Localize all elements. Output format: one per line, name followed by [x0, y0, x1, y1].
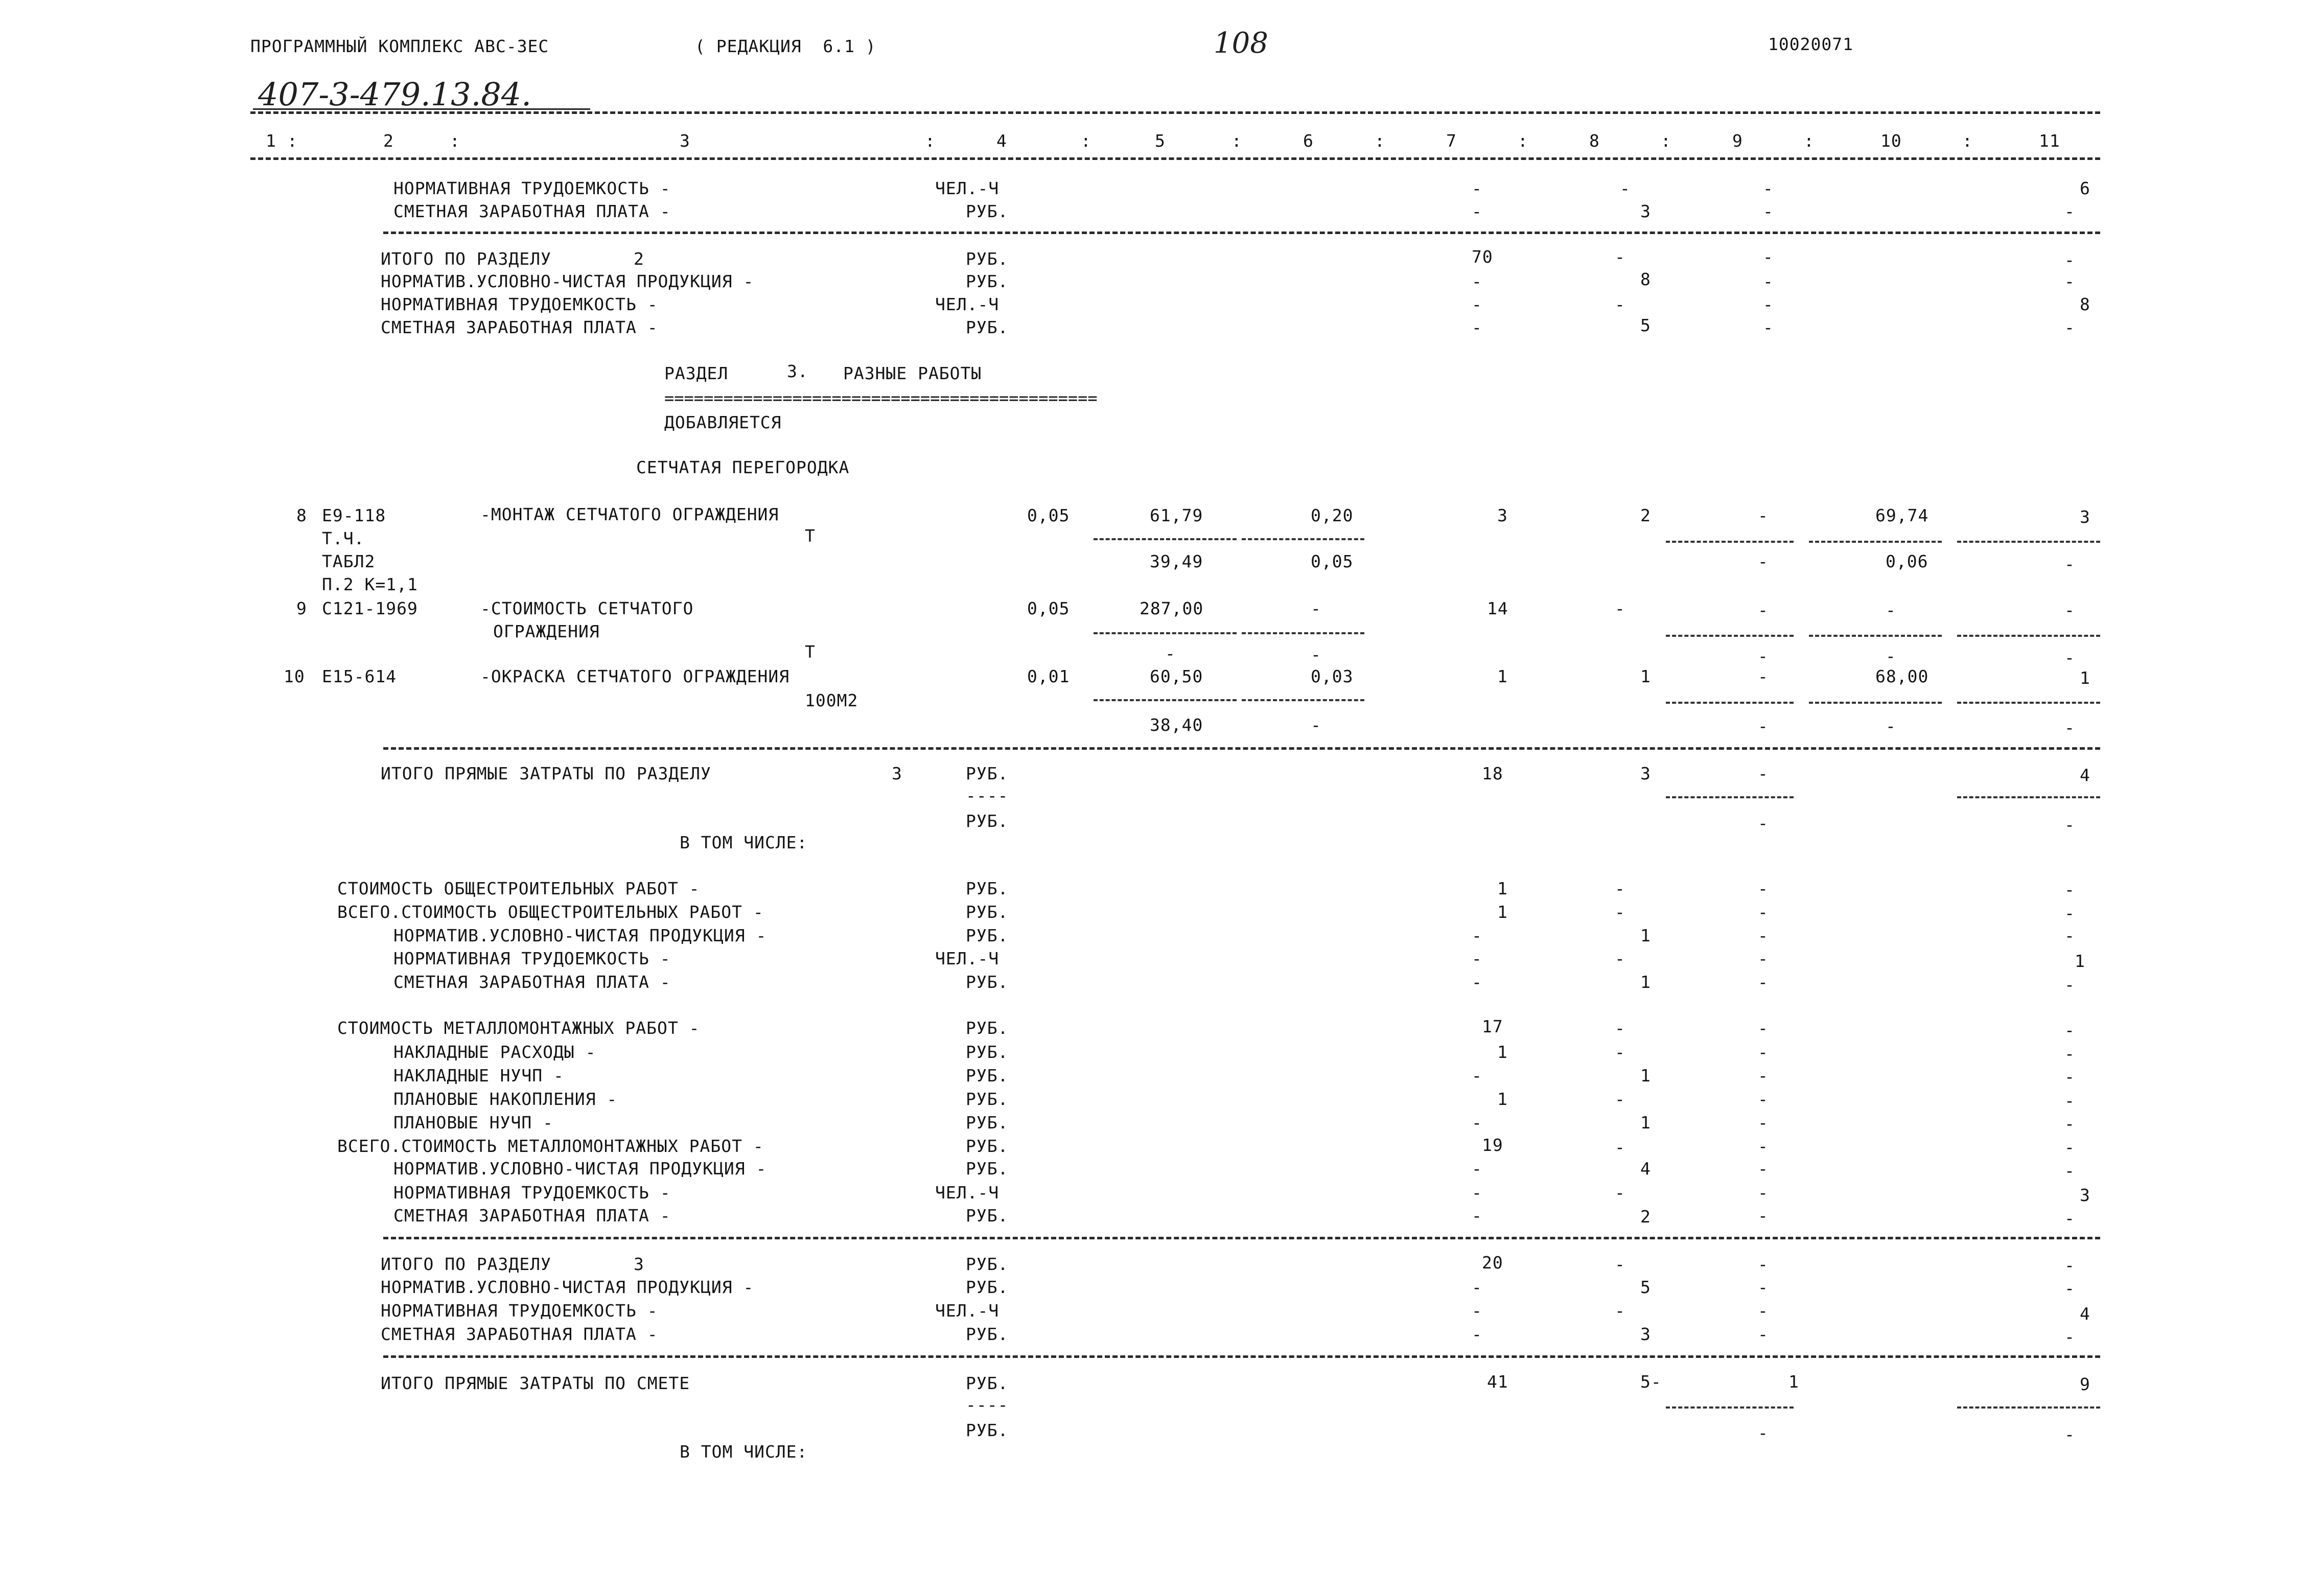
- cell-c6: 0,03: [1311, 666, 1354, 686]
- net-product-label: НОРМАТИВ.УСЛОВНО-ЧИСТАЯ ПРОДУКЦИЯ -: [393, 1159, 767, 1179]
- cell-c8: 1: [1640, 926, 1651, 945]
- wage-label: СМЕТНАЯ ЗАРАБОТНАЯ ПЛАТА -: [381, 1324, 658, 1344]
- cell-c11: -: [2064, 903, 2075, 923]
- subtotal-rule: [1242, 538, 1364, 540]
- col-2: 2: [383, 131, 394, 151]
- col-1: 1: [266, 131, 276, 151]
- cell-c7: 20: [1482, 1253, 1503, 1273]
- cell-c5-wage: 39,49: [1150, 551, 1203, 571]
- cell-c8: 3: [1640, 1324, 1651, 1344]
- col-sep: :: [450, 131, 460, 151]
- cell-c8: -: [1615, 1018, 1625, 1038]
- subtotal-rule: [1094, 632, 1237, 634]
- subtotal-rule: [1242, 699, 1364, 701]
- metal-installation-total-label: ВСЕГО.СТОИМОСТЬ МЕТАЛЛОМОНТАЖНЫХ РАБОТ -: [337, 1136, 764, 1156]
- cell-c8: 5-: [1640, 1372, 1662, 1392]
- direct-costs-label: ИТОГО ПРЯМЫЕ ЗАТРАТЫ ПО РАЗДЕЛУ: [381, 764, 711, 783]
- wage-label: СМЕТНАЯ ЗАРАБОТНАЯ ПЛАТА -: [393, 201, 671, 221]
- cell-c6-wage: -: [1311, 644, 1321, 664]
- cell-c7: -: [1472, 1159, 1482, 1179]
- cell-c8: 4: [1640, 1159, 1651, 1179]
- cell-c8: 3: [1640, 764, 1651, 783]
- cell-c11: 4: [2080, 1304, 2090, 1324]
- overhead-nuchp-label: НАКЛАДНЫЕ НУЧП -: [393, 1066, 564, 1086]
- cell-c7: 14: [1487, 598, 1508, 618]
- section-total-label: ИТОГО ПО РАЗДЕЛУ: [381, 249, 551, 269]
- section-number: 3: [634, 1254, 644, 1274]
- col-5: 5: [1155, 131, 1166, 151]
- col-3: 3: [680, 131, 690, 151]
- header-rule-top: [250, 111, 2100, 114]
- unit: РУБ.: [966, 1136, 1009, 1156]
- cell-c10: 69,74: [1875, 505, 1929, 525]
- cell-c9-wage: -: [1758, 813, 1769, 833]
- item-reference: П.2 К=1,1: [322, 574, 418, 594]
- cell-c7: 1: [1497, 879, 1508, 898]
- cell-c11: -: [2064, 600, 2075, 620]
- cell-c9: -: [1763, 201, 1774, 221]
- cell-c11: -: [2064, 201, 2075, 221]
- cell-c11: -: [2064, 1067, 2075, 1087]
- rule-direct3: [383, 747, 2100, 750]
- subtotal-rule: [1094, 538, 1237, 540]
- cell-c7: -: [1472, 1113, 1482, 1133]
- item-reference: ТАБЛ2: [322, 551, 376, 571]
- unit: РУБ.: [966, 1420, 1009, 1440]
- unit: РУБ.: [966, 1159, 1009, 1179]
- cell-c7: 1: [1497, 1089, 1508, 1109]
- labor-intensity-label: НОРМАТИВНАЯ ТРУДОЕМКОСТЬ -: [381, 1301, 658, 1321]
- wage-label: СМЕТНАЯ ЗАРАБОТНАЯ ПЛАТА -: [393, 972, 671, 992]
- cell-c11: -: [2064, 1091, 2075, 1111]
- cell-c10-wage: -: [1886, 646, 1896, 666]
- item-number: 10: [284, 666, 305, 686]
- unit: РУБ.: [966, 1324, 1009, 1344]
- cell-c7: -: [1472, 178, 1482, 198]
- item-reference: Т.Ч.: [322, 528, 365, 548]
- cell-c8: 5: [1640, 315, 1651, 335]
- wage-label: СМЕТНАЯ ЗАРАБОТНАЯ ПЛАТА -: [381, 317, 658, 337]
- cell-c8: 1: [1640, 1066, 1651, 1086]
- cell-c8: 2: [1640, 1207, 1651, 1227]
- col-9: 9: [1732, 131, 1743, 151]
- cell-c9-wage: -: [1758, 646, 1769, 666]
- item-number: 8: [296, 505, 307, 525]
- cell-c6-wage: -: [1311, 715, 1321, 735]
- unit: ЧЕЛ.-Ч: [935, 949, 1000, 968]
- cell-c9: -: [1758, 926, 1769, 945]
- unit: РУБ.: [966, 1018, 1009, 1038]
- cell-c8: -: [1615, 1137, 1625, 1157]
- cell-c10-wage: -: [1886, 716, 1896, 736]
- cell-c11: -: [2064, 1137, 2075, 1157]
- cell-c7: 18: [1482, 764, 1503, 783]
- cell-c7: -: [1472, 1183, 1482, 1203]
- handwritten-underline: [253, 108, 590, 110]
- item-code: Е15-614: [322, 666, 397, 686]
- net-product-label: НОРМАТИВ.УСЛОВНО-ЧИСТАЯ ПРОДУКЦИЯ -: [381, 271, 754, 291]
- cell-c8: -: [1615, 1301, 1625, 1321]
- cell-c11-wage: -: [2064, 648, 2075, 667]
- rule-estimate: [383, 1355, 2100, 1358]
- cell-c8: 1: [1640, 666, 1651, 686]
- col-sep: :: [287, 131, 298, 151]
- cell-c9: -: [1758, 1113, 1769, 1133]
- cell-c4: 0,05: [1027, 598, 1070, 618]
- cell-c7: -: [1472, 1206, 1482, 1226]
- program-title: ПРОГРАММНЫЙ КОМПЛЕКС АВС-3ЕС: [250, 36, 549, 56]
- col-sep: :: [1804, 131, 1815, 151]
- including-label: В ТОМ ЧИСЛЕ:: [680, 833, 808, 852]
- cell-c9-wage: -: [1758, 1423, 1769, 1443]
- section-double-rule: ============================================: [664, 388, 1098, 408]
- cell-c7: 70: [1472, 247, 1493, 267]
- cell-c11: -: [2064, 1208, 2075, 1228]
- cell-c8: 1: [1640, 1113, 1651, 1133]
- cell-c11: -: [2064, 1114, 2075, 1134]
- col-10: 10: [1880, 131, 1902, 151]
- unit: РУБ.: [966, 1042, 1009, 1062]
- subtotal-rule: [1809, 635, 1942, 637]
- item-name: -ОКРАСКА СЕТЧАТОГО ОГРАЖДЕНИЯ: [480, 666, 790, 686]
- subtotal-rule: [1957, 635, 2100, 637]
- cell-c9: -: [1758, 1136, 1769, 1156]
- cell-c6-wage: 0,05: [1311, 551, 1354, 571]
- unit: РУБ.: [966, 201, 1009, 221]
- col-8: 8: [1589, 131, 1600, 151]
- item-unit: Т: [805, 642, 816, 662]
- subtotal-rule: [1666, 541, 1794, 543]
- unit: ЧЕЛ.-Ч: [935, 1183, 1000, 1203]
- cell-c7: -: [1472, 1301, 1482, 1321]
- cell-c9: -: [1763, 294, 1774, 314]
- cell-c10: 68,00: [1875, 666, 1929, 686]
- labor-intensity-label: НОРМАТИВНАЯ ТРУДОЕМКОСТЬ -: [393, 1183, 671, 1203]
- document-number: 10020071: [1768, 34, 1853, 54]
- col-7: 7: [1446, 131, 1457, 151]
- section-number: 2: [634, 249, 644, 269]
- cell-c8: -: [1615, 902, 1625, 922]
- unit: ЧЕЛ.-Ч: [935, 178, 1000, 198]
- cell-c9: -: [1758, 1089, 1769, 1109]
- cell-c8: 2: [1640, 505, 1651, 525]
- cell-c11: -: [2064, 271, 2075, 291]
- cell-c9: -: [1763, 317, 1774, 337]
- unit: РУБ.: [966, 1373, 1009, 1393]
- item-name: -МОНТАЖ СЕТЧАТОГО ОГРАЖДЕНИЯ: [480, 504, 779, 524]
- cell-c7: -: [1472, 1324, 1482, 1344]
- unit: РУБ.: [966, 1277, 1009, 1297]
- cell-c9: -: [1758, 879, 1769, 898]
- cell-c7: -: [1472, 1277, 1482, 1297]
- subtotal-rule: [1957, 796, 2100, 798]
- planned-savings-label: ПЛАНОВЫЕ НАКОПЛЕНИЯ -: [393, 1089, 618, 1109]
- section-heading-name: РАЗНЫЕ РАБОТЫ: [843, 363, 982, 383]
- col-6: 6: [1303, 131, 1314, 151]
- cell-c9: -: [1758, 1324, 1769, 1344]
- section-heading-number: 3.: [787, 361, 808, 381]
- cell-c9: -: [1763, 178, 1774, 198]
- cell-c7: 17: [1482, 1017, 1503, 1036]
- cell-c9: 1: [1788, 1372, 1799, 1392]
- item-unit: 100М2: [805, 690, 858, 710]
- subtotal-rule: [1666, 635, 1794, 637]
- cell-c6: -: [1311, 598, 1321, 618]
- rule-total2: [383, 232, 2100, 234]
- cell-c11: -: [2064, 1161, 2075, 1181]
- cell-c7: -: [1472, 972, 1482, 992]
- cell-c9: -: [1758, 1254, 1769, 1274]
- unit-divider: ----: [966, 786, 1009, 805]
- cell-c8: -: [1615, 1183, 1625, 1203]
- cell-c11: 6: [2080, 178, 2090, 198]
- unit: РУБ.: [966, 249, 1009, 269]
- item-code: Е9-118: [322, 505, 386, 525]
- cell-c9: -: [1758, 1277, 1769, 1297]
- unit: РУБ.: [966, 879, 1009, 898]
- cell-c11: 9: [2080, 1374, 2090, 1394]
- subtotal-rule: [1809, 702, 1942, 704]
- cell-c9: -: [1758, 600, 1769, 620]
- item-number: 9: [296, 598, 307, 618]
- cell-c9-wage: -: [1758, 551, 1769, 571]
- cell-c7: -: [1472, 271, 1482, 291]
- cell-c11: 4: [2080, 765, 2090, 785]
- cell-c11: 1: [2075, 951, 2085, 971]
- col-sep: :: [1231, 131, 1242, 151]
- added-label: ДОБАВЛЯЕТСЯ: [664, 412, 782, 432]
- cell-c7: -: [1472, 949, 1482, 968]
- unit: РУБ.: [966, 972, 1009, 992]
- subtotal-rule: [1666, 1406, 1794, 1409]
- col-sep: :: [1081, 131, 1091, 151]
- unit: РУБ.: [966, 1089, 1009, 1109]
- rule-total3: [383, 1237, 2100, 1239]
- section-total-label: ИТОГО ПО РАЗДЕЛУ: [381, 1254, 551, 1274]
- subtotal-rule: [1957, 541, 2100, 543]
- item-name-continued: ОГРАЖДЕНИЯ: [493, 621, 600, 641]
- subtotal-rule: [1094, 699, 1237, 701]
- cell-c11: 8: [2080, 294, 2090, 314]
- net-product-label: НОРМАТИВ.УСЛОВНО-ЧИСТАЯ ПРОДУКЦИЯ -: [381, 1277, 754, 1297]
- unit: РУБ.: [966, 1113, 1009, 1133]
- page-number: 108: [1214, 27, 1268, 60]
- cell-c7: 41: [1487, 1372, 1508, 1392]
- unit: ЧЕЛ.-Ч: [935, 1301, 1000, 1321]
- cell-c7: -: [1472, 317, 1482, 337]
- unit: РУБ.: [966, 271, 1009, 291]
- cell-c9: -: [1758, 1042, 1769, 1062]
- col-sep: :: [925, 131, 936, 151]
- cell-c11: -: [2064, 1278, 2075, 1298]
- cell-c8: -: [1615, 247, 1625, 267]
- general-construction-label: СТОИМОСТЬ ОБЩЕСТРОИТЕЛЬНЫХ РАБОТ -: [337, 879, 700, 898]
- cell-c6: 0,20: [1311, 505, 1354, 525]
- cell-c8: -: [1615, 1042, 1625, 1062]
- handwritten-project-code: 407-3-479.13.84.: [258, 76, 531, 113]
- cell-c11: -: [2064, 880, 2075, 899]
- unit: РУБ.: [966, 1066, 1009, 1086]
- cell-c9: -: [1758, 972, 1769, 992]
- cell-c8: 5: [1640, 1277, 1651, 1297]
- cell-c11: -: [2064, 1044, 2075, 1064]
- cell-c5-wage: 38,40: [1150, 715, 1203, 735]
- subtotal-rule: [1666, 702, 1794, 704]
- cell-c9-wage: -: [1758, 716, 1769, 736]
- cell-c11: 1: [2080, 668, 2090, 688]
- cell-c7: -: [1472, 201, 1482, 221]
- cell-c7: -: [1472, 1066, 1482, 1086]
- cell-c9: -: [1758, 1159, 1769, 1179]
- subtotal-rule: [1242, 632, 1364, 634]
- cell-c10-wage: 0,06: [1886, 551, 1928, 571]
- cell-c7: -: [1472, 926, 1482, 945]
- cell-c5: 60,50: [1150, 666, 1203, 686]
- edition-label: ( РЕДАКЦИЯ 6.1 ): [695, 36, 876, 56]
- cell-c11: 3: [2080, 1185, 2090, 1205]
- col-sep: :: [1518, 131, 1528, 151]
- cell-c11: -: [2064, 1255, 2075, 1275]
- cell-c4: 0,01: [1027, 666, 1070, 686]
- labor-intensity-label: НОРМАТИВНАЯ ТРУДОЕМКОСТЬ -: [393, 949, 671, 968]
- section-heading-word: РАЗДЕЛ: [664, 363, 729, 383]
- unit: ЧЕЛ.-Ч: [935, 294, 1000, 314]
- cell-c5: 287,00: [1140, 598, 1204, 618]
- cell-c4: 0,05: [1027, 505, 1070, 525]
- unit-divider: ----: [966, 1395, 1009, 1415]
- subtotal-rule: [1666, 796, 1794, 798]
- cell-c8: -: [1615, 879, 1625, 898]
- subtotal-rule: [1809, 541, 1942, 543]
- cell-c9: -: [1758, 902, 1769, 922]
- cell-c8: -: [1615, 294, 1625, 314]
- cell-c9: -: [1763, 271, 1774, 291]
- cell-c7: -: [1472, 294, 1482, 314]
- cell-c9: -: [1758, 949, 1769, 968]
- cell-c8: -: [1615, 949, 1625, 968]
- cell-c11: -: [2064, 1327, 2075, 1347]
- item-name: -СТОИМОСТЬ СЕТЧАТОГО: [480, 598, 694, 618]
- cell-c11-wage: -: [2064, 554, 2075, 574]
- wage-label: СМЕТНАЯ ЗАРАБОТНАЯ ПЛАТА -: [393, 1206, 671, 1226]
- cell-c11: 3: [2080, 507, 2090, 527]
- cell-c11-wage: -: [2064, 718, 2075, 737]
- unit: РУБ.: [966, 902, 1009, 922]
- cell-c11: -: [2064, 250, 2075, 270]
- unit: РУБ.: [966, 926, 1009, 945]
- cell-c8: 3: [1640, 201, 1651, 221]
- cell-c9: -: [1758, 1206, 1769, 1226]
- section-number: 3: [892, 764, 902, 783]
- cell-c5: 61,79: [1150, 505, 1203, 525]
- cell-c5-wage: -: [1165, 643, 1176, 663]
- cell-c11: -: [2064, 1020, 2075, 1040]
- col-sep: :: [1375, 131, 1385, 151]
- cell-c9: -: [1758, 666, 1769, 686]
- item-unit: Т: [805, 526, 816, 546]
- col-11: 11: [2039, 131, 2060, 151]
- cell-c9: -: [1763, 247, 1774, 267]
- labor-intensity-label: НОРМАТИВНАЯ ТРУДОЕМКОСТЬ -: [381, 294, 658, 314]
- cell-c11: -: [2064, 975, 2075, 995]
- cell-c9: -: [1758, 505, 1769, 525]
- cell-c9: -: [1758, 1183, 1769, 1203]
- header-rule-bottom: [250, 157, 2100, 160]
- cell-c8: 1: [1640, 972, 1651, 992]
- unit: РУБ.: [966, 811, 1009, 831]
- item-code: С121-1969: [322, 598, 418, 618]
- general-construction-total-label: ВСЕГО.СТОИМОСТЬ ОБЩЕСТРОИТЕЛЬНЫХ РАБОТ -: [337, 902, 764, 922]
- cell-c11-wage: -: [2064, 815, 2075, 835]
- cell-c7: 1: [1497, 1042, 1508, 1062]
- cell-c11-wage: -: [2064, 1424, 2075, 1444]
- subsection-heading: СЕТЧАТАЯ ПЕРЕГОРОДКА: [636, 457, 850, 477]
- overhead-label: НАКЛАДНЫЕ РАСХОДЫ -: [393, 1042, 596, 1062]
- unit: РУБ.: [966, 317, 1009, 337]
- cell-c7: 1: [1497, 902, 1508, 922]
- unit: РУБ.: [966, 1206, 1009, 1226]
- cell-c9: -: [1758, 1301, 1769, 1321]
- col-sep: :: [1962, 131, 1973, 151]
- cell-c9: -: [1758, 1018, 1769, 1038]
- cell-c7: 1: [1497, 666, 1508, 686]
- cell-c9: -: [1758, 1066, 1769, 1086]
- planned-nuchp-label: ПЛАНОВЫЕ НУЧП -: [393, 1113, 554, 1133]
- labor-intensity-label: НОРМАТИВНАЯ ТРУДОЕМКОСТЬ -: [393, 178, 671, 198]
- cell-c11: -: [2064, 926, 2075, 945]
- subtotal-rule: [1957, 702, 2100, 704]
- estimate-direct-costs-label: ИТОГО ПРЯМЫЕ ЗАТРАТЫ ПО СМЕТЕ: [381, 1373, 690, 1393]
- net-product-label: НОРМАТИВ.УСЛОВНО-ЧИСТАЯ ПРОДУКЦИЯ -: [393, 926, 767, 945]
- cell-c8: 8: [1640, 269, 1651, 289]
- cell-c8: -: [1620, 178, 1631, 198]
- col-4: 4: [996, 131, 1007, 151]
- including-label: В ТОМ ЧИСЛЕ:: [680, 1442, 808, 1462]
- cell-c7: 3: [1497, 505, 1508, 525]
- subtotal-rule: [1957, 1406, 2100, 1409]
- cell-c9: -: [1758, 764, 1769, 783]
- unit: РУБ.: [966, 764, 1009, 783]
- cell-c7: 19: [1482, 1135, 1503, 1155]
- col-sep: :: [1661, 131, 1671, 151]
- metal-installation-label: СТОИМОСТЬ МЕТАЛЛОМОНТАЖНЫХ РАБОТ -: [337, 1018, 700, 1038]
- unit: РУБ.: [966, 1254, 1009, 1274]
- cell-c8: -: [1615, 1254, 1625, 1274]
- cell-c11: -: [2064, 317, 2075, 337]
- cell-c10: -: [1886, 600, 1896, 620]
- cell-c8: -: [1615, 598, 1625, 618]
- cell-c8: -: [1615, 1089, 1625, 1109]
